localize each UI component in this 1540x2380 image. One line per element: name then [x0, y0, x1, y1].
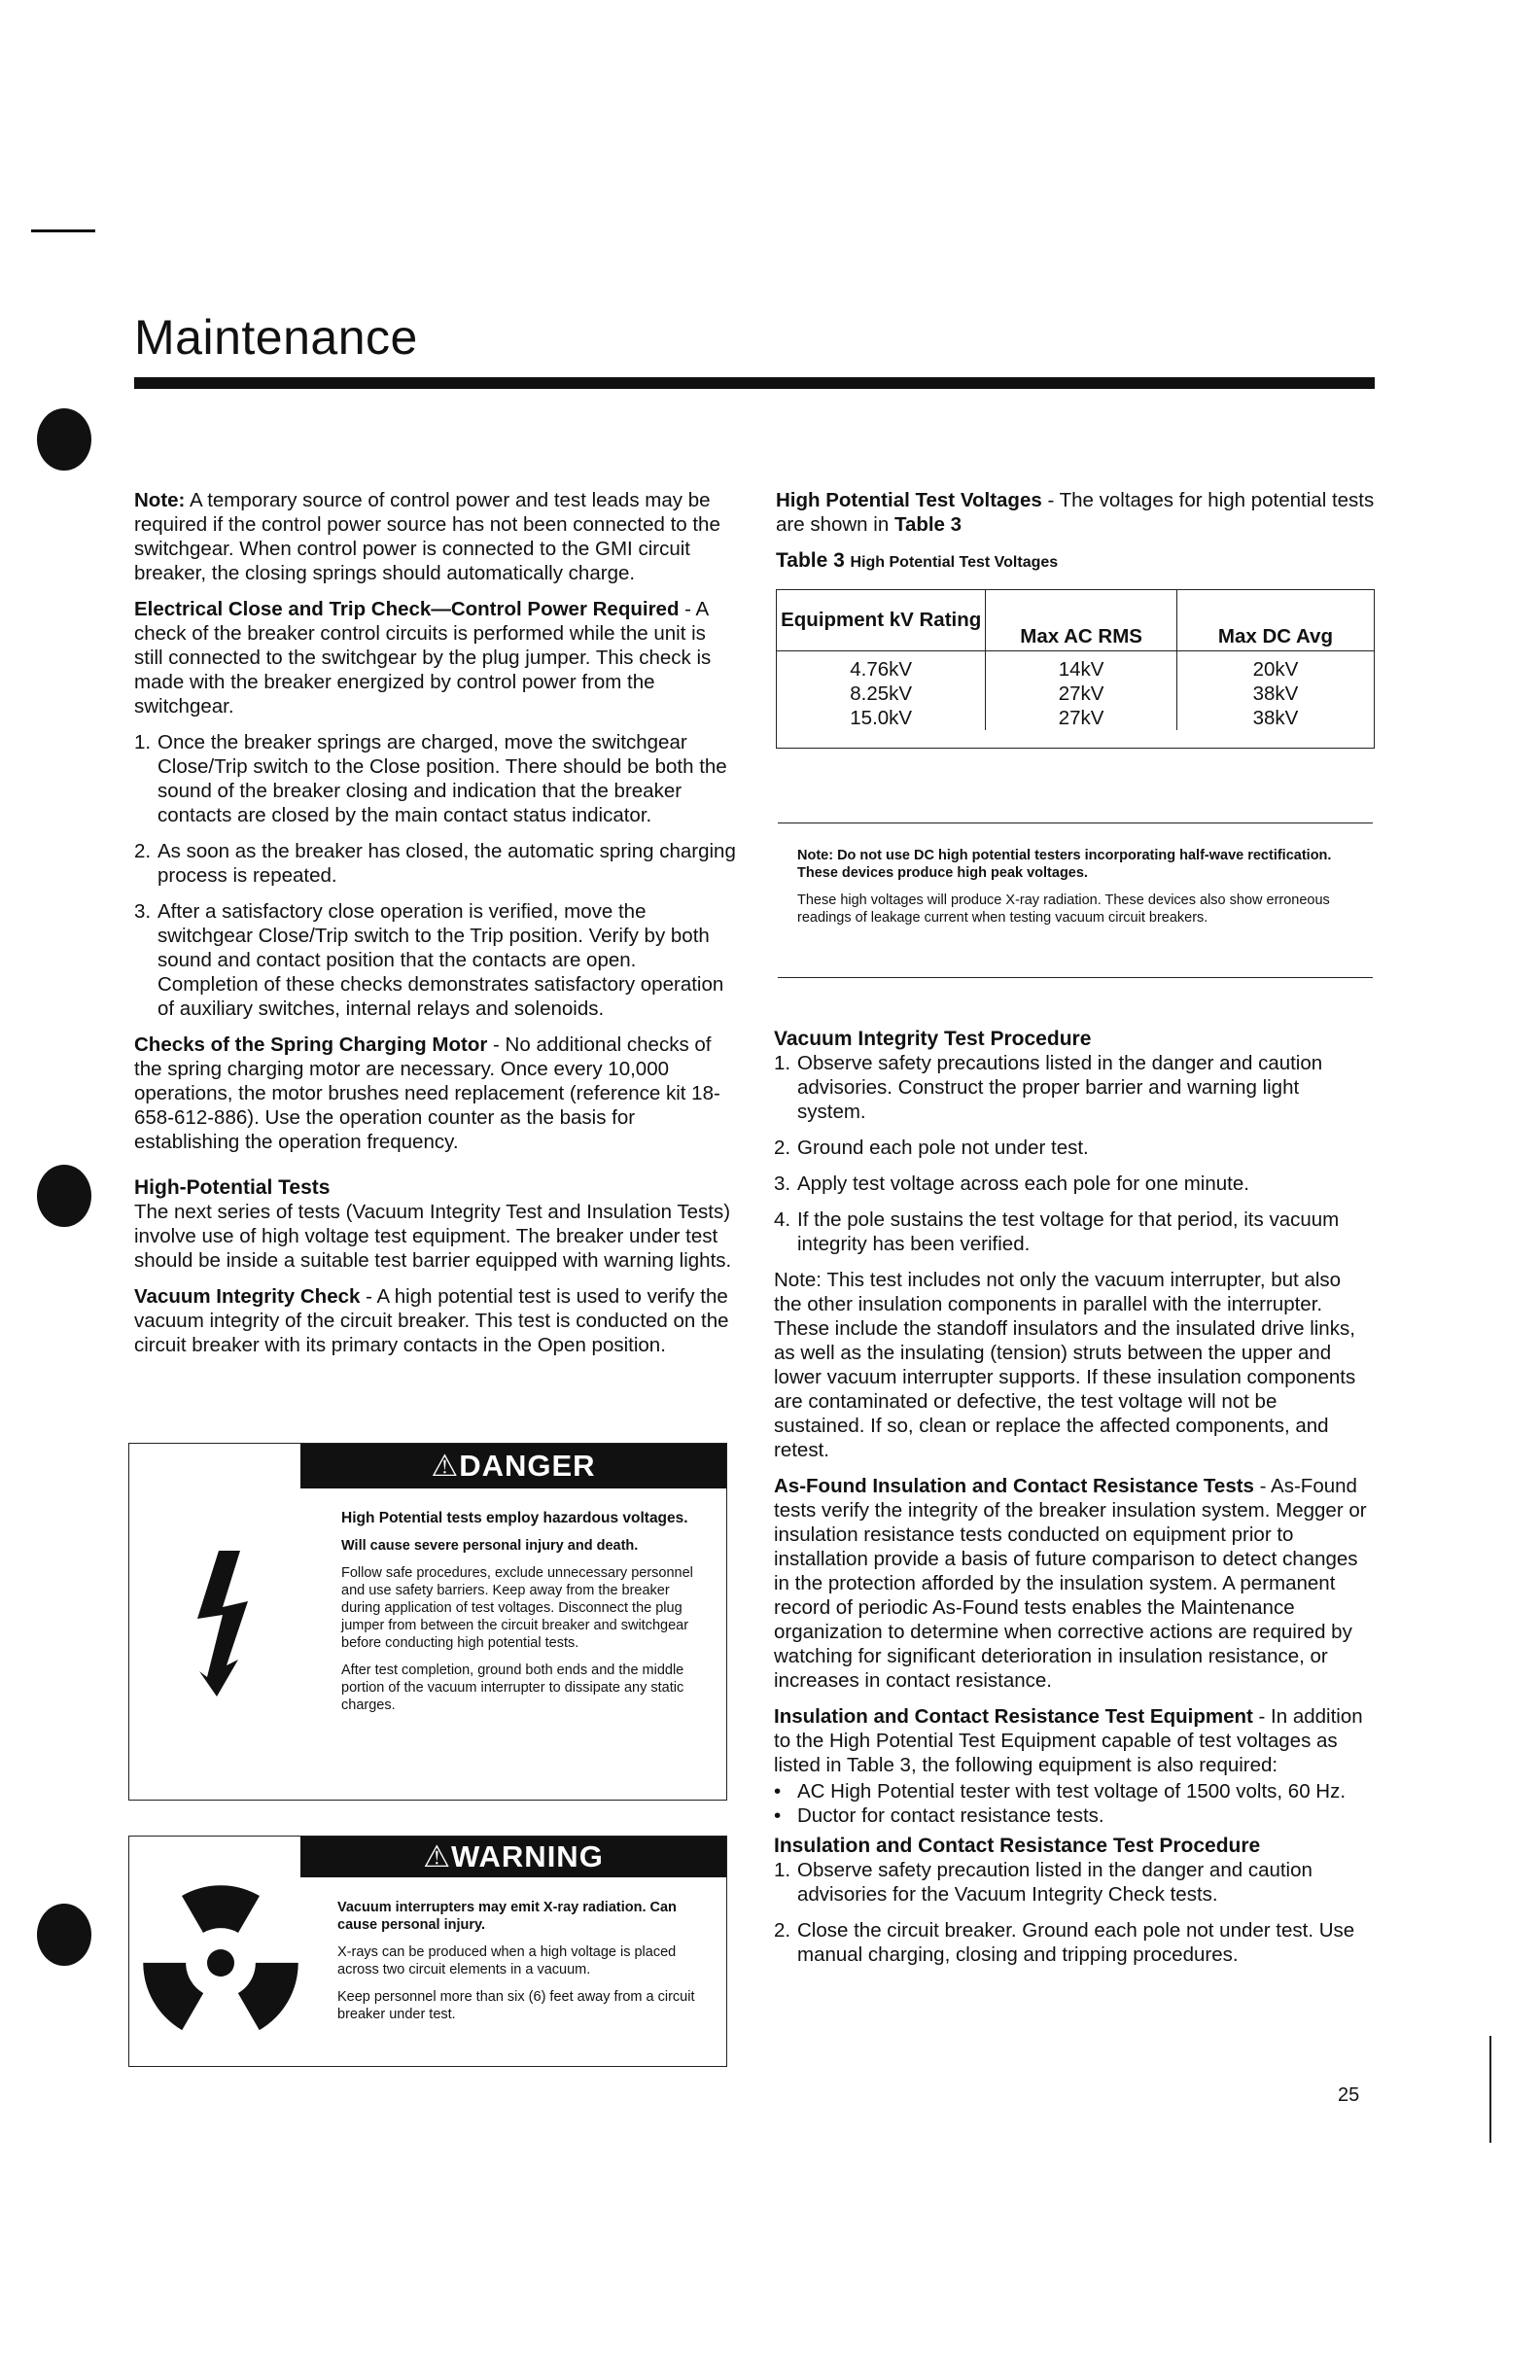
vacuum-integrity-heading: Vacuum Integrity Check [134, 1285, 361, 1308]
margin-mark [31, 229, 95, 232]
as-found-paragraph [774, 1474, 1373, 1693]
table-caption [776, 548, 1375, 575]
radiation-icon [143, 1885, 298, 2041]
high-potential-text: The next series of tests (Vacuum Integrity Test and Insulation Tests) involve use of high voltage test equipment. The breaker under test should be inside a suitable test barrier equipped with warning lights. [134, 1201, 732, 1272]
list-item [134, 839, 737, 888]
step-number: 1. [774, 1859, 791, 1881]
warning-text [337, 1899, 711, 2033]
electrical-check-heading: Electrical Close and Trip Check—Control Power Required [134, 598, 680, 620]
table-reference: Table 3 [893, 513, 962, 536]
table-cell: 27kV [986, 682, 1176, 706]
test-equipment-text: - In addition to the High Potential Test Equipment capable of test voltages as listed in Table 3, the following equipment is also required: [774, 1705, 1363, 1776]
table-cell: 4.76kV [850, 658, 913, 681]
step-number: 1. [774, 1052, 791, 1074]
table-cell: 20kV [1176, 651, 1374, 682]
column-header: Max AC RMS [986, 590, 1176, 651]
hptv-paragraph [776, 488, 1375, 537]
as-found-heading: As-Found Insulation and Contact Resistance Tests [774, 1475, 1254, 1497]
column-header: Equipment kV Rating [777, 590, 986, 651]
table-cell: 27kV [986, 706, 1176, 730]
spring-motor-paragraph [134, 1032, 737, 1154]
step-text: Ground each pole not under test. [797, 1137, 1089, 1159]
lightning-bolt-icon [180, 1551, 267, 1697]
step-text: After a satisfactory close operation is verified, move the switchgear Close/Trip switch to the Trip position. Verify by both sound and contact position that the contacts are open. Completion of these checks demonstrates satisfactory operation of auxiliary switches, internal relays and solenoids. [158, 900, 724, 1020]
note-bold-text: Note: Do not use DC high potential testers incorporating half-wave rectification. These devices produce high peak voltages. [797, 848, 1332, 881]
table-row [777, 651, 1374, 682]
warning-paragraph-1: X-rays can be produced when a high voltage is placed across two circuit elements in a vacuum. [337, 1944, 677, 1978]
procedure-steps-list [774, 1858, 1373, 1967]
warning-banner-text: WARNING [450, 1839, 604, 1873]
warning-paragraph-2: Keep personnel more than six (6) feet away from a circuit breaker under test. [337, 1989, 695, 2022]
list-item [134, 899, 737, 1021]
page-title: Maintenance [134, 310, 418, 365]
list-item [774, 1051, 1373, 1124]
list-item [774, 1918, 1373, 1967]
bullet-text: AC High Potential tester with test voltage of 1500 volts, 60 Hz. [797, 1780, 1347, 1802]
table-label: Table 3 [776, 549, 845, 572]
danger-box [128, 1443, 727, 1801]
right-column-lower [774, 1027, 1373, 1978]
margin-line [1489, 2036, 1491, 2143]
bullet-text: Ductor for contact resistance tests. [797, 1804, 1104, 1827]
list-item [774, 1136, 1373, 1160]
step-text: Observe safety precaution listed in the danger and caution advisories for the Vacuum Integrity Check tests. [797, 1859, 1312, 1906]
spring-motor-heading: Checks of the Spring Charging Motor [134, 1033, 488, 1056]
list-item [774, 1858, 1373, 1907]
dc-tester-note [797, 847, 1357, 936]
step-number: 2. [774, 1919, 791, 1942]
bullet-icon: • [774, 1804, 782, 1827]
step-number: 1. [134, 731, 152, 753]
danger-line-1: High Potential tests employ hazardous voltages. [341, 1510, 688, 1526]
vacuum-integrity-text: - A high potential test is used to verify the vacuum integrity of the circuit breaker. This test is conducted on the circuit breaker with its primary contacts in the Open position. [134, 1285, 729, 1356]
test-equipment-heading: Insulation and Contact Resistance Test Equipment [774, 1705, 1253, 1728]
danger-banner [300, 1444, 726, 1488]
procedure-heading: Insulation and Contact Resistance Test Procedure [774, 1835, 1261, 1857]
warning-banner [300, 1837, 726, 1877]
step-text: Once the breaker springs are charged, move the switchgear Close/Trip switch to the Close position. There should be both the sound of the breaker closing and indication that the breaker contacts are closed by the main contact status indicator. [158, 731, 727, 826]
binder-hole [37, 408, 91, 471]
title-rule [134, 377, 1375, 389]
right-column-top [776, 488, 1375, 586]
list-item [774, 1803, 1373, 1828]
voltage-table [777, 590, 1374, 730]
spring-motor-text: - No additional checks of the spring charging motor are necessary. Once every 10,000 operations, the motor brushes need replacement (reference kit 18-658-612-886). Use the operation counter as the basis for establishing the operation frequency. [134, 1033, 720, 1153]
step-text: As soon as the breaker has closed, the automatic spring charging process is repeated. [158, 840, 736, 887]
step-number: 3. [134, 900, 152, 923]
bullet-icon: • [774, 1780, 782, 1802]
danger-paragraph-2: After test completion, ground both ends and the middle portion of the vacuum interrupter to dissipate any static charges. [341, 1662, 684, 1713]
hptv-text: - The voltages for high potential tests are shown in [776, 489, 1375, 536]
electrical-check-text: - A check of the breaker control circuits is performed while the unit is still connected to the switchgear by the plug jumper. This check is made with the breaker energized by control power from the switchgear. [134, 598, 712, 718]
test-equipment-paragraph [774, 1704, 1373, 1777]
note-text: A temporary source of control power and test leads may be required if the control power source has not been connected to the switchgear. When control power is connected to the GMI circuit breaker, the closing springs should automatically charge. [134, 489, 720, 584]
binder-hole [37, 1165, 91, 1227]
column-header: Max DC Avg [1176, 590, 1374, 651]
step-number: 2. [774, 1137, 791, 1159]
list-item [774, 1172, 1373, 1196]
vitp-heading: Vacuum Integrity Test Procedure [774, 1028, 1092, 1050]
vacuum-integrity-paragraph [134, 1284, 737, 1357]
as-found-text: - As-Found tests verify the integrity of the breaker insulation system. Megger or insulation resistance tests conducted on equipment prior to installation provide a basis of future comparison to detect changes in the protection afforded by the insulation system. A permanent record of periodic As-Found tests enables the Maintenance organization to determine when corrective actions are required by watching for significant deterioration in insulation resistance, or increases in contact resistance. [774, 1475, 1367, 1692]
table-cell: 15.0kV [850, 707, 913, 729]
table-row [777, 682, 1374, 706]
step-text: Apply test voltage across each pole for one minute. [797, 1172, 1249, 1195]
list-item [134, 730, 737, 827]
warning-box [128, 1836, 727, 2067]
high-potential-heading: High-Potential Tests [134, 1176, 331, 1199]
left-column [134, 488, 737, 1369]
step-text: Observe safety precautions listed in the danger and caution advisories. Construct the proper barrier and warning light system. [797, 1052, 1323, 1123]
check-steps-list [134, 730, 737, 1021]
binder-hole [37, 1904, 91, 1966]
table-header-row [777, 590, 1374, 651]
table-cell: 8.25kV [850, 682, 913, 705]
danger-text [341, 1510, 711, 1724]
step-number: 3. [774, 1172, 791, 1195]
step-text: If the pole sustains the test voltage for that period, its vacuum integrity has been verified. [797, 1208, 1340, 1255]
step-number: 2. [134, 840, 152, 862]
step-number: 4. [774, 1208, 791, 1231]
table-cell: 38kV [1176, 682, 1374, 706]
warning-line-1: Vacuum interrupters may emit X-ray radiation. Can cause personal injury. [337, 1900, 677, 1933]
warning-triangle-icon: ⚠ [431, 1449, 460, 1483]
danger-banner-text: DANGER [459, 1449, 596, 1483]
table-cell: 14kV [986, 651, 1176, 682]
note-text: These high voltages will produce X-ray radiation. These devices also show erroneous readings of leakage current when testing vacuum circuit breakers. [797, 892, 1330, 926]
table-cell: 38kV [1176, 706, 1374, 730]
danger-line-2: Will cause severe personal injury and death. [341, 1538, 639, 1554]
vitp-note: Note: This test includes not only the vacuum interrupter, but also the other insulation components in parallel with the interrupter. These include the standoff insulators and the insulated drive links, as well as the insulating (tension) struts between the upper and lower vacuum interrupter supports. If these insulation components are contaminated or defective, the test voltage will not be sustained. If so, clean or replace the affected components, and retest. [774, 1269, 1356, 1461]
warning-triangle-icon: ⚠ [423, 1839, 451, 1873]
table-3 [776, 589, 1375, 749]
table-row [777, 706, 1374, 730]
electrical-check-paragraph [134, 597, 737, 718]
step-text: Close the circuit breaker. Ground each pole not under test. Use manual charging, closing and tripping procedures. [797, 1919, 1355, 1966]
equipment-bullets [774, 1779, 1373, 1828]
note-label: Note: [134, 489, 186, 511]
hptv-heading: High Potential Test Voltages [776, 489, 1042, 511]
note-paragraph [134, 488, 737, 585]
list-item [774, 1779, 1373, 1803]
page-number: 25 [1338, 2084, 1360, 2106]
list-item [774, 1208, 1373, 1256]
danger-paragraph-1: Follow safe procedures, exclude unnecessary personnel and use safety barriers. Keep away from the breaker during application of test voltages. Disconnect the plug jumper from between the circuit breaker and switchgear before conducting high potential tests. [341, 1565, 693, 1651]
table-title: High Potential Test Voltages [850, 554, 1059, 571]
dc-tester-note-box [778, 822, 1373, 978]
vitp-steps-list [774, 1051, 1373, 1256]
